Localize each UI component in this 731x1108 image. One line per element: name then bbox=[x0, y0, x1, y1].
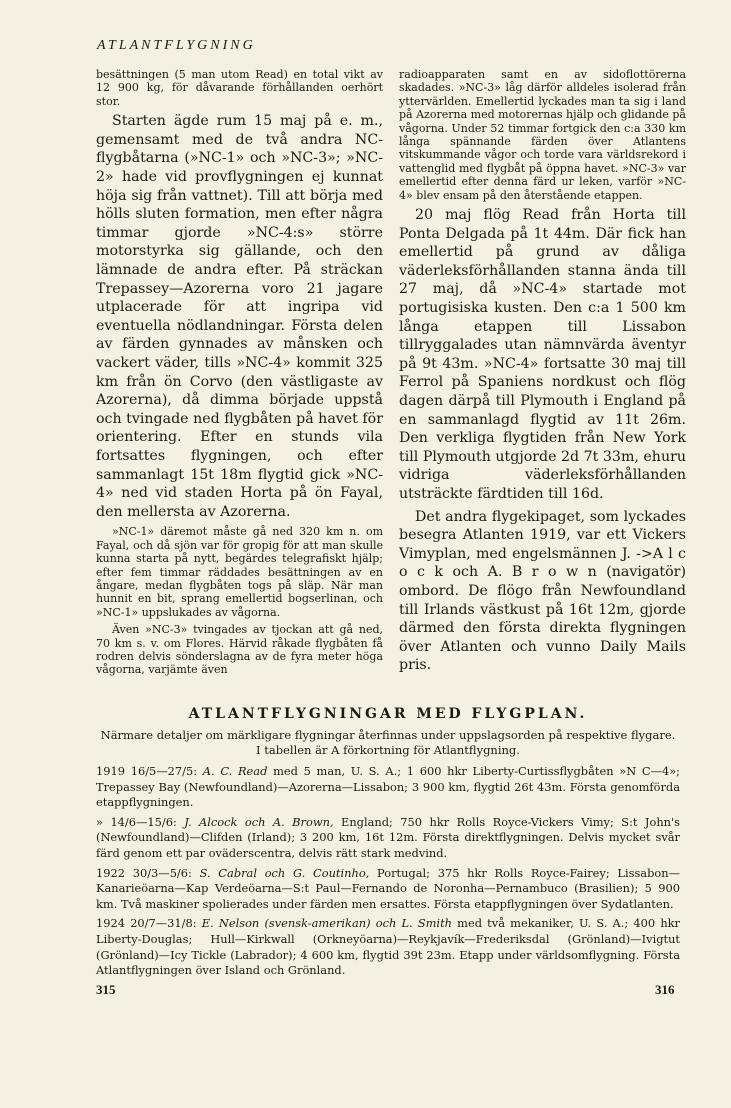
paragraph-left-3: »NC-1» däremot måste gå ned 320 km n. om Fayal, och då sjön var för gropig för att man skulle kunna starta på nytt, begärdes telegrafiskt hjälp; efter fem timmar räddades besättningen av en ångare, medan flygbåten togs på släp. När man hunnit en bit, sprang emellertid bogserlinan, och »NC-1» uppslukades av vågorna. bbox=[96, 525, 383, 619]
table-row bbox=[96, 866, 680, 913]
entry-names: E. Nelson (svensk-amerikan) och L. Smith bbox=[201, 916, 452, 931]
entry-text: Portugal; 375 hkr Rolls Royce-Fairey; Lissabon—Kanarieöarna—Kap Verdeöarna—S:t Paul—Fernando de Noronha—Pernambuco (Brasilien); 5 900 km. Två maskiner spolierades under färden men ersattes. Första etappflygningen över Sydatlanten. bbox=[96, 865, 680, 911]
entry-date: 14/6—15/6: bbox=[110, 814, 177, 829]
right-column bbox=[399, 68, 686, 675]
table-title: ATLANTFLYGNINGAR MED FLYGPLAN. bbox=[188, 706, 588, 722]
entry-text: med 5 man, U. S. A.; 1 600 hkr Liberty-Curtissflygbåten »N C—4»; Trepassey Bay (Newfoundland)—Azorerna—Lissabon; 3 900 km, flygtid 26t 43m. Första genomförda etappflygningen. bbox=[96, 764, 681, 810]
entry-names: A. C. Read bbox=[202, 764, 268, 778]
page-number-left: 315 bbox=[96, 982, 116, 997]
page-number-right: 316 bbox=[655, 982, 675, 997]
left-column bbox=[96, 68, 383, 677]
entry-year: 1919 bbox=[96, 764, 125, 778]
paragraph-right-2: 20 maj flög Read från Horta till Ponta Delgada på 1t 44m. Där fick han emellertid på grund av dåliga väderleksförhållanden stanna ända till 27 maj, då »NC-4» startade mot portugisiska kusten. Den c:a 1 500 km långa etappen till Lissabon tillryggalades utan nämnvärda äventyr på 9t 43m. »NC-4» fortsatte 30 maj till Ferrol på Spaniens nordkust och flög dagen därpå till Plymouth i England på en sammanlagd flygtid av 11t 26m. Den verkliga flygtiden från New York till Plymouth utgjorde 2d 7t 33m, ehuru vidriga väderleksförhållanden utsträckte färdtiden till 16d. bbox=[399, 207, 687, 502]
entry-year: » bbox=[96, 814, 103, 829]
table-row bbox=[96, 815, 680, 862]
entry-year: 1924 bbox=[96, 916, 125, 931]
paragraph-left-4: Även »NC-3» tvingades av tjockan att gå ned, 70 km s. v. om Flores. Härvid råkade flygbåten få rodren delvis sönderslagna av de fyra meter höga vågorna, varjämte även bbox=[96, 623, 383, 677]
entry-date: 20/7—31/8: bbox=[130, 916, 197, 931]
paragraph-right-1: radioapparaten samt en av sidoflottörerna skadades. »NC-3» låg därför alldeles isolerad från yttervärlden. Emellertid lyckades man ta sig i land på Azorerna med motorernas hjälp och glidande på vågorna. Under 52 timmar fortgick den c:a 330 km långa spännande färden över Atlantens vitskummande vågor och torde vara världsrekord i vattenglid med flygbåt på öppna havet. »NC-3» var emellertid efter denna färd ur leken, varför »NC-4» blev ensam på den återstående etappen. bbox=[399, 68, 686, 202]
table-intro-line-2: I tabellen är A förkortning för Atlantflygning. bbox=[256, 743, 520, 757]
entry-names: J. Alcock och A. Brown, bbox=[184, 814, 334, 829]
entry-text: med två mekaniker, U. S. A.; 400 hkr Liberty-Douglas; Hull—Kirkwall (Orkneyöarna)—Reykjavík—Frederiksdal (Grönland)—Ivigtut (Grönland)—Icy Tickle (Labrador); 4 600 km, flygtid 39t 23m. Etapp under världsomflygning. Första Atlantflygningen över Island och Grönland. bbox=[96, 916, 681, 978]
table-row bbox=[96, 916, 680, 978]
entry-date: 30/3—5/6: bbox=[132, 865, 192, 880]
entry-names: S. Cabral och G. Coutinho, bbox=[199, 865, 370, 880]
paragraph-left-2: Starten ägde rum 15 maj på e. m., gemensamt med de två andra NC-flygbåtarna (»NC-1» och »NC-3»; »NC-2» hade vid provflygningen ej kunnat höja sig från vattnet). Till att börja med hölls sluten formation, men efter några timmar gjorde »NC-4:s» större motorstyrka sig gällande, och den lämnade de andra efter. På sträckan Trepassey—Azorerna voro 21 jagare utplacerade för att ingripa vid eventuella nödlandningar. Första delen av färden gynnades av månsken och vackert väder, tills »NC-4» kommit 325 km från ön Corvo (den västligaste av Azorerna), då dimma började uppstå och tvingade ned flygbåten på havet för orientering. Efter en stunds vila fortsattes flygningen, och efter sammanlagt 15t 18m flygtid gick »NC-4» ned vid staden Horta på ön Fayal, den mellersta av Azorerna. bbox=[96, 113, 383, 520]
running-head: ATLANTFLYGNING bbox=[97, 38, 256, 53]
paragraph-left-1: besättningen (5 man utom Read) en total vikt av 12 900 kg, för dåvarande förhållanden oerhört stor. bbox=[96, 68, 383, 108]
paragraph-right-3: Det andra flygekipaget, som lyckades besegra Atlanten 1919, var ett Vickers Vimyplan, med engelsmännen J. ->A l c o c k och A. B r o w n (navigatör) ombord. De flögo från Newfoundland till Irlands västkust på 16t 12m, gjorde därmed den första direkta flygningen över Atlanten och vunno Daily Mails pris. bbox=[399, 508, 686, 674]
table-intro bbox=[96, 728, 680, 758]
table-entries bbox=[96, 764, 680, 983]
entry-date: 16/5—27/5: bbox=[130, 764, 198, 778]
entry-year: 1922 bbox=[96, 865, 125, 880]
table-intro-line-1: Närmare detaljer om märkligare flygningar återfinnas under uppslagsorden på respektive flygare. bbox=[100, 728, 676, 742]
table-row bbox=[96, 764, 680, 811]
entry-text: England; 750 hkr Rolls Royce-Vickers Vimy; S:t John's (Newfoundland)—Clifden (Irland); 3 200 km, 16t 12m. Första direktflygningen. Delvis mycket svår färd genom ett par oväderscentra, delvis rätt stark medvind. bbox=[96, 814, 680, 860]
